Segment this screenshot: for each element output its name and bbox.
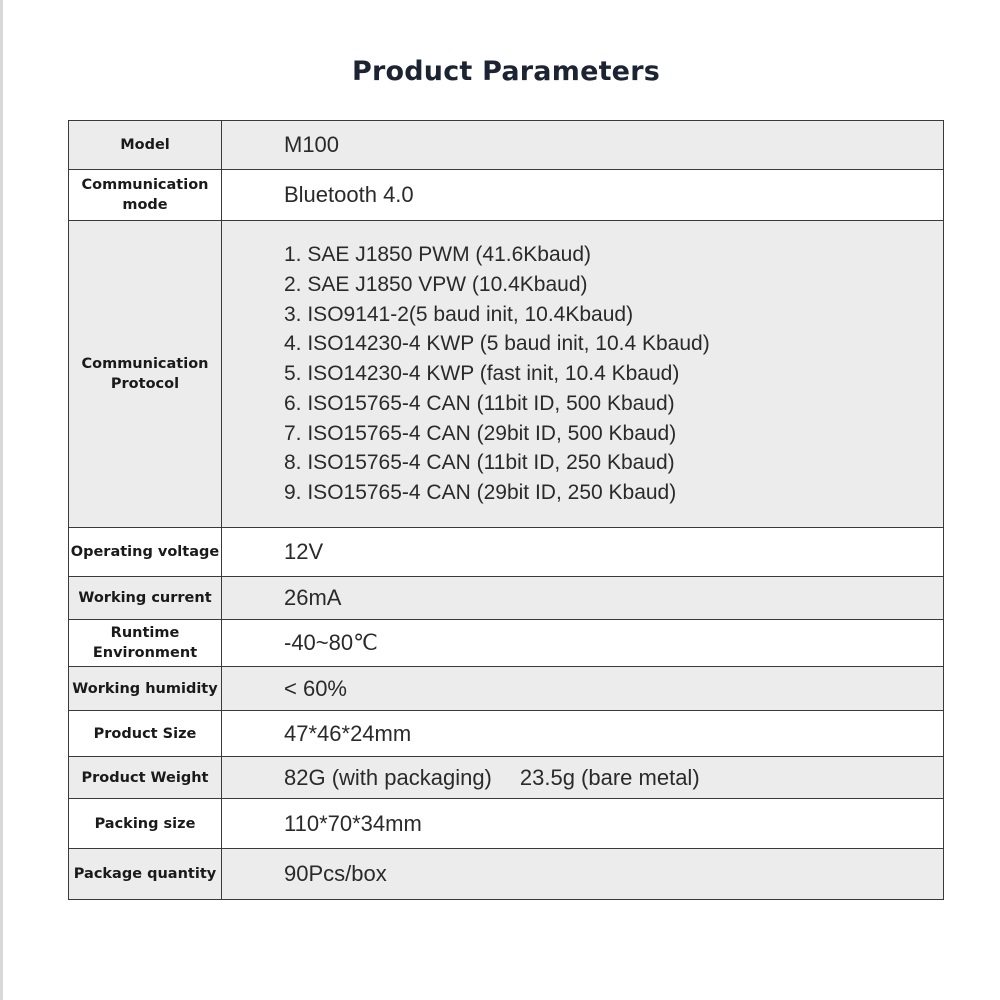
protocol-item: 2. SAE J1850 VPW (10.4Kbaud) <box>284 273 588 297</box>
protocol-item: 6. ISO15765-4 CAN (11bit ID, 500 Kbaud) <box>284 391 675 415</box>
protocol-item: 7. ISO15765-4 CAN (29bit ID, 500 Kbaud) <box>284 421 677 445</box>
value-working-humidity: < 60% <box>222 667 944 711</box>
weight-bare-metal: 23.5g (bare metal) <box>519 764 700 790</box>
row-package-quantity <box>69 849 944 900</box>
row-product-size <box>69 711 944 757</box>
protocol-item: 9. ISO15765-4 CAN (29bit ID, 250 Kbaud) <box>284 480 677 504</box>
value-runtime-environment: -40~80℃ <box>222 620 944 667</box>
protocol-item: 1. SAE J1850 PWM (41.6Kbaud) <box>284 243 591 267</box>
row-packing-size <box>69 799 944 849</box>
label-product-weight: Product Weight <box>69 757 222 799</box>
label-package-quantity: Package quantity <box>69 849 222 900</box>
label-packing-size: Packing size <box>69 799 222 849</box>
value-operating-voltage: 12V <box>222 528 944 577</box>
protocol-item: 4. ISO14230-4 KWP (5 baud init, 10.4 Kbaud) <box>284 332 710 356</box>
row-operating-voltage <box>69 528 944 577</box>
row-communication-mode <box>69 170 944 221</box>
label-communication-protocol: Communication Protocol <box>69 221 222 528</box>
parameters-table <box>68 120 944 900</box>
label-product-size: Product Size <box>69 711 222 757</box>
row-model <box>69 121 944 170</box>
value-communication-mode: Bluetooth 4.0 <box>222 170 944 221</box>
value-model: M100 <box>222 121 944 170</box>
page-edge <box>0 0 3 1000</box>
row-working-current <box>69 577 944 620</box>
page-title: Product Parameters <box>352 56 660 87</box>
row-product-weight <box>69 757 944 799</box>
value-packing-size: 110*70*34mm <box>222 799 944 849</box>
label-runtime-environment: Runtime Environment <box>69 620 222 667</box>
row-working-humidity <box>69 667 944 711</box>
value-product-size: 47*46*24mm <box>222 711 944 757</box>
label-model: Model <box>69 121 222 170</box>
protocol-item: 5. ISO14230-4 KWP (fast init, 10.4 Kbaud) <box>284 362 680 386</box>
protocol-item: 3. ISO9141-2(5 baud init, 10.4Kbaud) <box>284 302 634 326</box>
value-communication-protocol <box>222 221 944 528</box>
label-communication-mode: Communication mode <box>69 170 222 221</box>
label-operating-voltage: Operating voltage <box>69 528 222 577</box>
row-runtime-environment <box>69 620 944 667</box>
weight-with-packaging: 82G (with packaging) <box>284 764 492 790</box>
value-working-current: 26mA <box>222 577 944 620</box>
value-product-weight <box>222 757 944 799</box>
value-package-quantity: 90Pcs/box <box>222 849 944 900</box>
protocol-item: 8. ISO15765-4 CAN (11bit ID, 250 Kbaud) <box>284 451 675 475</box>
label-working-current: Working current <box>69 577 222 620</box>
label-working-humidity: Working humidity <box>69 667 222 711</box>
protocol-list <box>284 240 943 507</box>
row-communication-protocol <box>69 221 944 528</box>
